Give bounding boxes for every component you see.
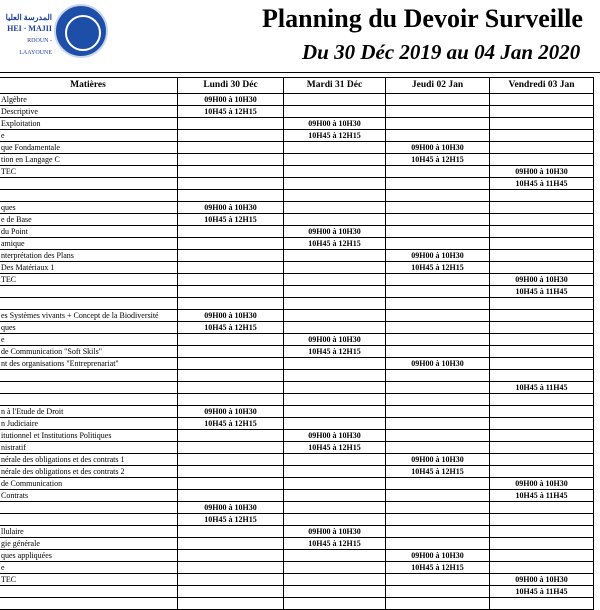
time-slot-cell (178, 454, 284, 466)
subject-cell: TEC (0, 166, 178, 178)
table-row (0, 526, 594, 538)
time-slot-cell: 10H45 à 12H15 (178, 106, 284, 118)
time-slot-cell (284, 142, 386, 154)
time-slot-cell (178, 274, 284, 286)
time-slot-cell (284, 598, 386, 610)
time-slot-cell (284, 514, 386, 526)
time-slot-cell (284, 250, 386, 262)
subject-cell: n à l'Etude de Droit (0, 406, 178, 418)
time-slot-cell (178, 586, 284, 598)
time-slot-cell: 10H45 à 12H15 (284, 442, 386, 454)
time-slot-cell (490, 418, 594, 430)
subject-cell (0, 502, 178, 514)
time-slot-cell: 10H45 à 12H15 (178, 514, 284, 526)
time-slot-cell (178, 286, 284, 298)
time-slot-cell (386, 118, 490, 130)
time-slot-cell: 09H00 à 10H30 (490, 274, 594, 286)
time-slot-cell: 09H00 à 10H30 (386, 142, 490, 154)
table-row (0, 358, 594, 370)
time-slot-cell (490, 562, 594, 574)
time-slot-cell (386, 478, 490, 490)
logo-arabic-text: المدرسة العليا (5, 13, 52, 22)
table-row (0, 214, 594, 226)
time-slot-cell (490, 322, 594, 334)
time-slot-cell (284, 214, 386, 226)
time-slot-cell (284, 94, 386, 106)
time-slot-cell (490, 94, 594, 106)
time-slot-cell (178, 382, 284, 394)
time-slot-cell: 10H45 à 12H15 (386, 466, 490, 478)
time-slot-cell: 09H00 à 10H30 (490, 574, 594, 586)
time-slot-cell (490, 130, 594, 142)
table-row (0, 178, 594, 190)
time-slot-cell (490, 550, 594, 562)
time-slot-cell (178, 298, 284, 310)
time-slot-cell (490, 214, 594, 226)
table-row (0, 322, 594, 334)
table-row (0, 130, 594, 142)
time-slot-cell (284, 322, 386, 334)
subject-cell: Algèbre (0, 94, 178, 106)
time-slot-cell (178, 334, 284, 346)
time-slot-cell (490, 310, 594, 322)
subject-cell: gie générale (0, 538, 178, 550)
time-slot-cell (386, 106, 490, 118)
table-row (0, 382, 594, 394)
time-slot-cell (178, 490, 284, 502)
time-slot-cell (386, 442, 490, 454)
table-row (0, 478, 594, 490)
table-row (0, 538, 594, 550)
time-slot-cell (284, 490, 386, 502)
logo-city-text: RDOUN - LAAYOUNE (19, 38, 52, 56)
table-row (0, 502, 594, 514)
time-slot-cell (490, 406, 594, 418)
time-slot-cell: 09H00 à 10H30 (490, 166, 594, 178)
table-row (0, 394, 594, 406)
time-slot-cell (386, 598, 490, 610)
time-slot-cell: 09H00 à 10H30 (284, 430, 386, 442)
time-slot-cell (284, 154, 386, 166)
subject-cell: itutionnel et Institutions Politiques (0, 430, 178, 442)
time-slot-cell (386, 334, 490, 346)
time-slot-cell: 10H45 à 12H15 (178, 322, 284, 334)
time-slot-cell: 10H45 à 12H15 (178, 214, 284, 226)
time-slot-cell: 09H00 à 10H30 (490, 478, 594, 490)
time-slot-cell (178, 238, 284, 250)
subject-cell: de Communication "Soft Skils" (0, 346, 178, 358)
time-slot-cell (284, 454, 386, 466)
table-row (0, 202, 594, 214)
time-slot-cell (178, 166, 284, 178)
time-slot-cell (490, 526, 594, 538)
table-row (0, 94, 594, 106)
header-divider (0, 72, 600, 73)
time-slot-cell (386, 322, 490, 334)
subject-cell (0, 190, 178, 202)
time-slot-cell (386, 274, 490, 286)
time-slot-cell (386, 514, 490, 526)
time-slot-cell (386, 202, 490, 214)
table-row (0, 574, 594, 586)
time-slot-cell (490, 226, 594, 238)
page-title: Planning du Devoir Surveille (262, 4, 583, 33)
table-row (0, 598, 594, 610)
time-slot-cell: 09H00 à 10H30 (284, 334, 386, 346)
subject-cell: nérale des obligations et des contrats 2 (0, 466, 178, 478)
time-slot-cell (178, 574, 284, 586)
time-slot-cell (284, 262, 386, 274)
time-slot-cell (178, 466, 284, 478)
time-slot-cell (386, 382, 490, 394)
time-slot-cell (178, 562, 284, 574)
time-slot-cell (490, 118, 594, 130)
time-slot-cell (386, 394, 490, 406)
subject-cell: amique (0, 238, 178, 250)
subject-cell (0, 298, 178, 310)
subject-cell: tion en Langage C (0, 154, 178, 166)
column-header-thursday: Jeudi 02 Jan (386, 78, 490, 94)
time-slot-cell (490, 346, 594, 358)
table-row (0, 142, 594, 154)
time-slot-cell: 10H45 à 12H15 (178, 418, 284, 430)
subject-cell (0, 598, 178, 610)
time-slot-cell (386, 178, 490, 190)
table-row (0, 250, 594, 262)
time-slot-cell: 10H45 à 11H45 (490, 286, 594, 298)
time-slot-cell (284, 358, 386, 370)
time-slot-cell (490, 598, 594, 610)
time-slot-cell (386, 430, 490, 442)
time-slot-cell (386, 574, 490, 586)
time-slot-cell (178, 478, 284, 490)
time-slot-cell: 10H45 à 11H45 (490, 382, 594, 394)
table-row (0, 166, 594, 178)
time-slot-cell (284, 286, 386, 298)
time-slot-cell (490, 190, 594, 202)
table-row (0, 550, 594, 562)
subject-cell: ques (0, 322, 178, 334)
time-slot-cell (178, 358, 284, 370)
subject-cell: e (0, 130, 178, 142)
time-slot-cell (178, 526, 284, 538)
time-slot-cell: 09H00 à 10H30 (386, 550, 490, 562)
time-slot-cell (178, 550, 284, 562)
subject-cell (0, 586, 178, 598)
time-slot-cell (386, 214, 490, 226)
subject-cell: e de Base (0, 214, 178, 226)
time-slot-cell (386, 526, 490, 538)
subject-cell: llulaire (0, 526, 178, 538)
time-slot-cell (178, 370, 284, 382)
time-slot-cell (178, 430, 284, 442)
subject-cell: ques (0, 202, 178, 214)
time-slot-cell (490, 466, 594, 478)
time-slot-cell (490, 430, 594, 442)
time-slot-cell (386, 502, 490, 514)
time-slot-cell (386, 310, 490, 322)
time-slot-cell (386, 418, 490, 430)
time-slot-cell (284, 406, 386, 418)
table-row (0, 466, 594, 478)
time-slot-cell (386, 586, 490, 598)
time-slot-cell (386, 406, 490, 418)
time-slot-cell (490, 454, 594, 466)
subject-cell: Exploitation (0, 118, 178, 130)
table-row (0, 562, 594, 574)
time-slot-cell (284, 562, 386, 574)
table-row (0, 286, 594, 298)
time-slot-cell (284, 550, 386, 562)
time-slot-cell (178, 178, 284, 190)
table-row (0, 454, 594, 466)
subject-cell: Contrats (0, 490, 178, 502)
time-slot-cell: 10H45 à 12H15 (386, 562, 490, 574)
time-slot-cell (178, 226, 284, 238)
time-slot-cell (178, 154, 284, 166)
time-slot-cell: 09H00 à 10H30 (178, 502, 284, 514)
column-header-monday: Lundi 30 Déc (178, 78, 284, 94)
subject-cell: TEC (0, 574, 178, 586)
time-slot-cell (284, 382, 386, 394)
time-slot-cell: 09H00 à 10H30 (178, 202, 284, 214)
subject-cell: nterprétation des Plans (0, 250, 178, 262)
time-slot-cell (386, 538, 490, 550)
time-slot-cell: 09H00 à 10H30 (178, 94, 284, 106)
time-slot-cell: 10H45 à 12H15 (386, 262, 490, 274)
subject-cell: de Communication (0, 478, 178, 490)
time-slot-cell (284, 574, 386, 586)
page-subtitle: Du 30 Déc 2019 au 04 Jan 2020 (302, 40, 581, 64)
time-slot-cell: 10H45 à 11H45 (490, 178, 594, 190)
time-slot-cell (386, 94, 490, 106)
table-row (0, 154, 594, 166)
subject-cell: n Judiciaire (0, 418, 178, 430)
subject-cell (0, 394, 178, 406)
time-slot-cell (284, 190, 386, 202)
time-slot-cell (490, 334, 594, 346)
subject-cell (0, 286, 178, 298)
time-slot-cell (490, 394, 594, 406)
time-slot-cell (284, 274, 386, 286)
time-slot-cell (178, 250, 284, 262)
time-slot-cell (386, 346, 490, 358)
time-slot-cell (490, 250, 594, 262)
time-slot-cell: 09H00 à 10H30 (386, 454, 490, 466)
time-slot-cell (284, 310, 386, 322)
column-header-friday: Vendredi 03 Jan (490, 78, 594, 94)
table-row (0, 310, 594, 322)
time-slot-cell (178, 262, 284, 274)
time-slot-cell: 10H45 à 12H15 (284, 130, 386, 142)
time-slot-cell (386, 190, 490, 202)
time-slot-cell (490, 238, 594, 250)
time-slot-cell (178, 394, 284, 406)
subject-cell: e (0, 334, 178, 346)
time-slot-cell (490, 202, 594, 214)
school-logo (0, 2, 110, 62)
time-slot-cell (178, 142, 284, 154)
table-row (0, 226, 594, 238)
time-slot-cell (386, 286, 490, 298)
table-row (0, 118, 594, 130)
table-row (0, 418, 594, 430)
time-slot-cell (284, 466, 386, 478)
time-slot-cell (490, 502, 594, 514)
table-row (0, 406, 594, 418)
subject-cell: nérale des obligations et des contrats 1 (0, 454, 178, 466)
time-slot-cell (386, 130, 490, 142)
subject-cell (0, 178, 178, 190)
subject-cell: nistratif (0, 442, 178, 454)
table-row (0, 586, 594, 598)
table-header-row (0, 78, 594, 94)
time-slot-cell (284, 166, 386, 178)
time-slot-cell: 10H45 à 12H15 (284, 538, 386, 550)
time-slot-cell (178, 190, 284, 202)
time-slot-cell (284, 370, 386, 382)
subject-cell: TEC (0, 274, 178, 286)
time-slot-cell (490, 370, 594, 382)
time-slot-cell (386, 490, 490, 502)
subject-cell: es Systèmes vivants + Concept de la Biodiversité (0, 310, 178, 322)
time-slot-cell (490, 298, 594, 310)
logo-latin-text: HEI · MAJII (7, 24, 52, 33)
time-slot-cell (490, 262, 594, 274)
table-row (0, 442, 594, 454)
time-slot-cell (386, 226, 490, 238)
time-slot-cell (284, 178, 386, 190)
time-slot-cell (386, 238, 490, 250)
time-slot-cell: 10H45 à 12H15 (284, 346, 386, 358)
logo-emblem-icon (54, 4, 108, 58)
time-slot-cell: 09H00 à 10H30 (284, 226, 386, 238)
time-slot-cell: 10H45 à 11H45 (490, 490, 594, 502)
time-slot-cell (284, 106, 386, 118)
subject-cell: Descriptive (0, 106, 178, 118)
subject-cell: que Fondamentale (0, 142, 178, 154)
time-slot-cell (284, 418, 386, 430)
time-slot-cell (490, 358, 594, 370)
time-slot-cell (284, 202, 386, 214)
time-slot-cell (284, 502, 386, 514)
time-slot-cell: 09H00 à 10H30 (178, 310, 284, 322)
time-slot-cell (490, 142, 594, 154)
table-row (0, 346, 594, 358)
table-row (0, 238, 594, 250)
time-slot-cell: 10H45 à 12H15 (284, 238, 386, 250)
time-slot-cell (490, 154, 594, 166)
table-row (0, 262, 594, 274)
time-slot-cell: 09H00 à 10H30 (284, 526, 386, 538)
table-row (0, 430, 594, 442)
column-header-tuesday: Mardi 31 Déc (284, 78, 386, 94)
time-slot-cell (490, 442, 594, 454)
time-slot-cell (178, 538, 284, 550)
time-slot-cell (178, 442, 284, 454)
table-row (0, 514, 594, 526)
subject-cell: e (0, 562, 178, 574)
time-slot-cell (178, 346, 284, 358)
time-slot-cell (284, 298, 386, 310)
time-slot-cell (386, 298, 490, 310)
time-slot-cell (178, 118, 284, 130)
exam-schedule-table (0, 77, 594, 610)
table-row (0, 190, 594, 202)
table-row (0, 490, 594, 502)
subject-cell: du Point (0, 226, 178, 238)
time-slot-cell: 09H00 à 10H30 (284, 118, 386, 130)
subject-cell (0, 370, 178, 382)
subject-cell: ques appliquées (0, 550, 178, 562)
table-row (0, 370, 594, 382)
subject-cell (0, 514, 178, 526)
table-row (0, 334, 594, 346)
time-slot-cell (386, 166, 490, 178)
subject-cell (0, 382, 178, 394)
time-slot-cell: 10H45 à 12H15 (386, 154, 490, 166)
time-slot-cell: 09H00 à 10H30 (386, 358, 490, 370)
time-slot-cell (490, 106, 594, 118)
time-slot-cell (284, 586, 386, 598)
logo-text (0, 12, 52, 58)
time-slot-cell (178, 598, 284, 610)
time-slot-cell (490, 538, 594, 550)
time-slot-cell (284, 478, 386, 490)
time-slot-cell (490, 514, 594, 526)
time-slot-cell: 09H00 à 10H30 (178, 406, 284, 418)
column-header-subjects: Matières (0, 78, 178, 94)
time-slot-cell: 10H45 à 11H45 (490, 586, 594, 598)
time-slot-cell (178, 130, 284, 142)
time-slot-cell (386, 370, 490, 382)
subject-cell: nt des organisations "Entreprenariat" (0, 358, 178, 370)
table-row (0, 298, 594, 310)
table-row (0, 274, 594, 286)
time-slot-cell (284, 394, 386, 406)
table-row (0, 106, 594, 118)
time-slot-cell: 09H00 à 10H30 (386, 250, 490, 262)
subject-cell: Des Matériaux 1 (0, 262, 178, 274)
